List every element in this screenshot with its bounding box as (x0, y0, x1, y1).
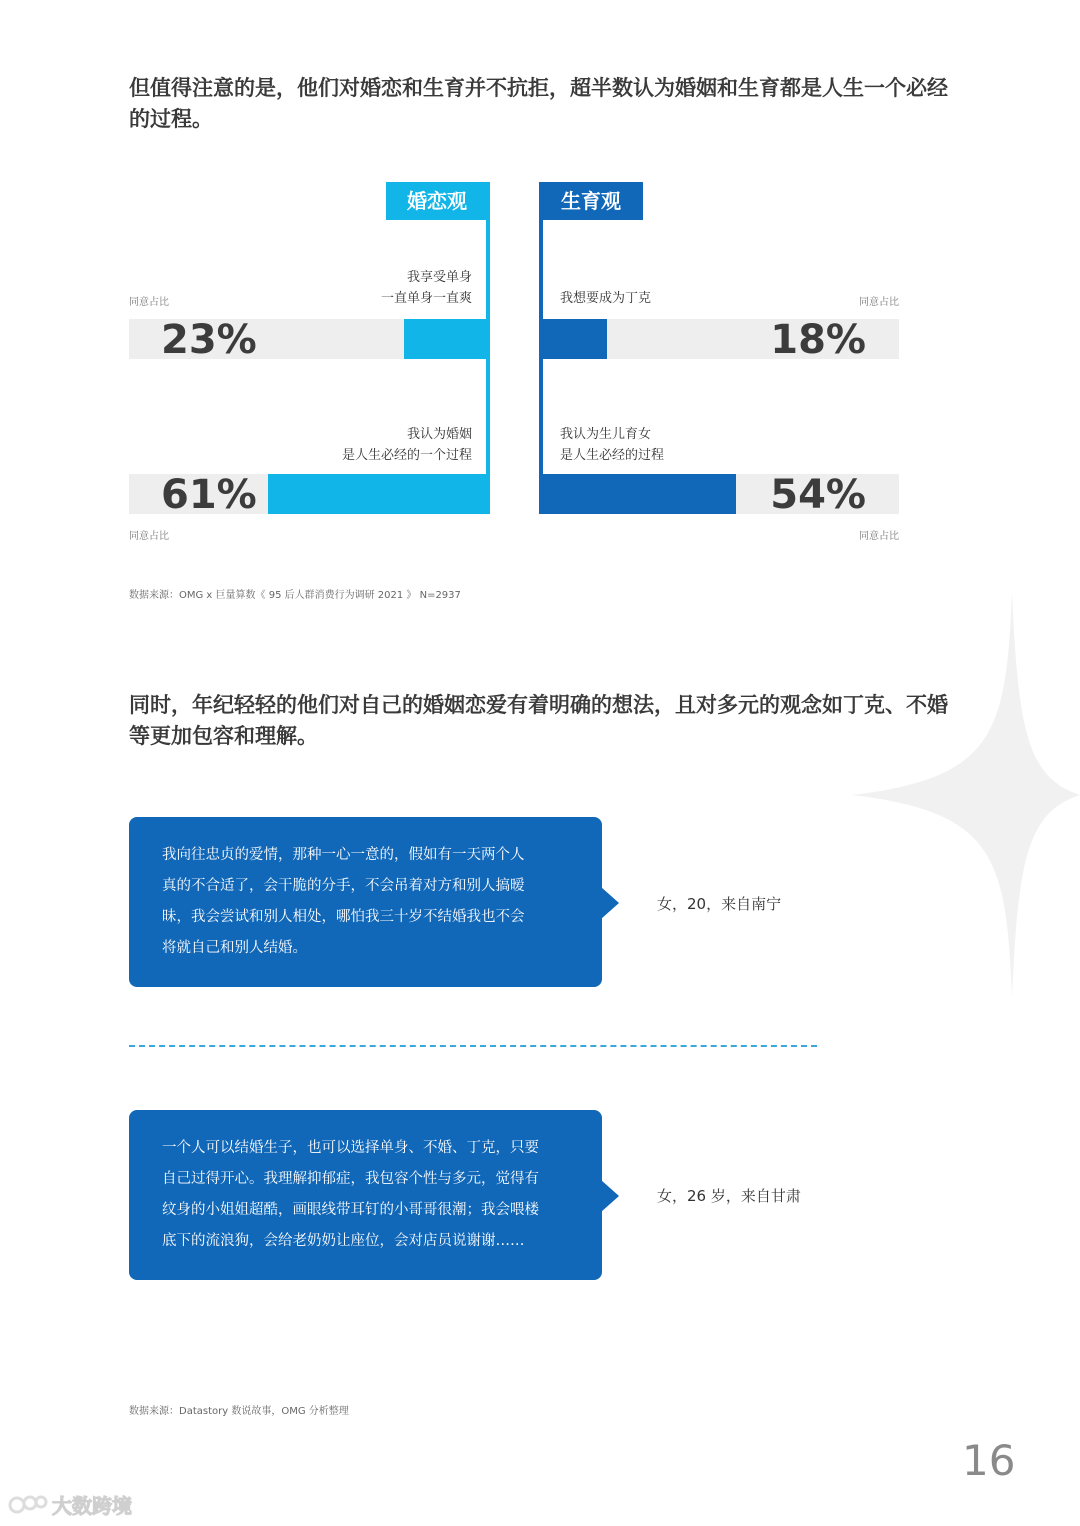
quote-speaker-2: 女，26 岁，来自甘肃 (657, 1187, 801, 1205)
statement-single-life: 我享受单身 一直单身一直爽 (380, 270, 472, 306)
bar-fill-single-life (404, 319, 486, 359)
watermark-logo (8, 1490, 132, 1519)
agree-note-4: 同意占比 (859, 531, 899, 542)
agree-note-1: 同意占比 (129, 297, 169, 308)
watermark-text: 大数跨境 (52, 1494, 132, 1518)
bar-fill-dink (543, 319, 607, 359)
statement-dink: 我想要成为丁克 (560, 291, 652, 306)
quote-pointer-2 (601, 1180, 619, 1212)
value-label-marriage-necessary: 61% (161, 472, 257, 518)
marriage-axis-line (486, 182, 490, 514)
value-label-children-necessary: 54% (770, 472, 866, 518)
quote-speaker-1: 女，20，来自南宁 (657, 895, 782, 913)
statement-marriage-necessary: 我认为婚姻 是人生必经的一个过程 (341, 427, 472, 463)
page-number: 16 (962, 1436, 1016, 1485)
intro-heading: 但值得注意的是，他们对婚恋和生育并不抗拒，超半数认为婚姻和生育都是人生一个必经的过程。 (129, 76, 948, 131)
bar-fill-marriage-necessary (268, 474, 486, 514)
statement-children-necessary: 我认为生儿育女 是人生必经的过程 (560, 427, 665, 463)
bar-fill-children-necessary (543, 474, 736, 514)
data-source-1: 数据来源：OMG x 巨量算数《 95 后人群消费行为调研 2021 》 N=2937 (129, 590, 461, 601)
agree-note-2: 同意占比 (129, 531, 169, 542)
agree-note-3: 同意占比 (859, 297, 899, 308)
watermark-icon (8, 1492, 48, 1518)
quote-bubble-2: 一个人可以结婚生子，也可以选择单身、不婚、丁克，只要 自己过得开心。我理解抑郁症，我包容个性与多元，觉得有 纹身的小姐姐超酷，画眼线带耳钉的小哥哥很潮；我会喂楼 底下的流浪狗，会给老奶奶让座位，会对店员说谢谢…… (129, 1110, 602, 1280)
data-source-2: 数据来源：Datastory 数说故事，OMG 分析整理 (129, 1406, 349, 1417)
attitude-chart (0, 0, 1080, 560)
sparkle-decoration-icon (852, 592, 1080, 997)
dashed-divider (129, 1045, 817, 1047)
value-label-dink: 18% (770, 317, 866, 363)
childbearing-tag: 生育观 (539, 182, 643, 220)
quote-pointer-1 (601, 887, 619, 919)
quote-bubble-1: 我向往忠贞的爱情，那种一心一意的，假如有一天两个人 真的不合适了，会干脆的分手，不会吊着对方和别人搞暧 昧，我会尝试和别人相处，哪怕我三十岁不结婚我也不会 将就自己和别人结婚。 (129, 817, 602, 987)
section2-heading: 同时，年纪轻轻的他们对自己的婚姻恋爱有着明确的想法，且对多元的观念如丁克、不婚等更加包容和理解。 (129, 693, 948, 748)
marriage-tag: 婚恋观 (386, 182, 488, 220)
value-label-single-life: 23% (161, 317, 257, 363)
